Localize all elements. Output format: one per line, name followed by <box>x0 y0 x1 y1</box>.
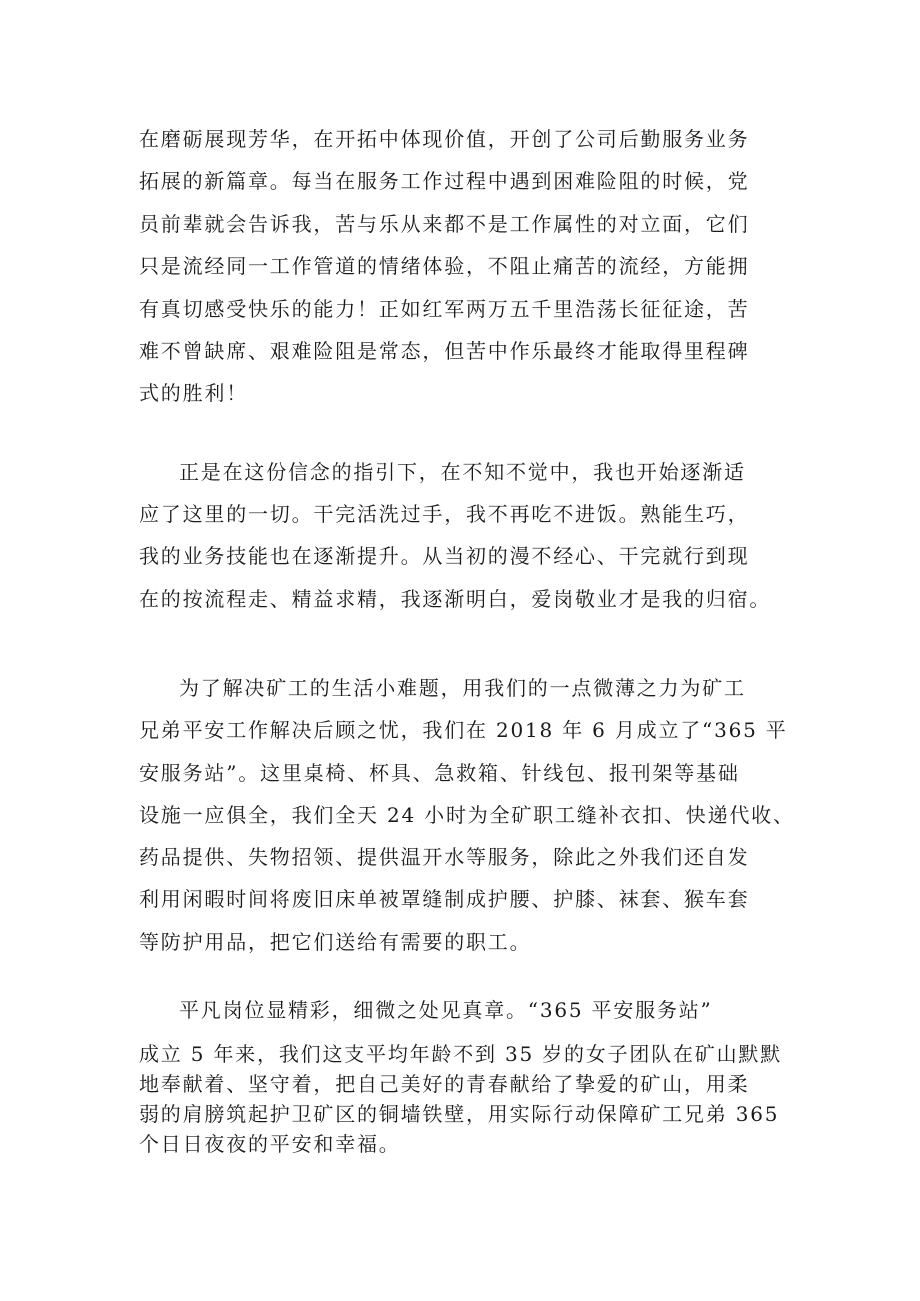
text-line: 难不曾缺席、艰难险阻是常态，但苦中作乐最终才能取得里程碑 <box>139 338 750 363</box>
text-line: 我的业务技能也在逐渐提升。从当初的漫不经心、干完就行到现 <box>139 544 750 569</box>
paragraph-3 <box>139 667 795 963</box>
text-line: 弱的肩膀筑起护卫矿区的铜墙铁壁，用实际行动保障矿工兄弟 365 <box>139 1102 780 1126</box>
text-line: 有真切感受快乐的能力！正如红军两万五千里浩荡长征征途，苦 <box>139 296 750 321</box>
paragraph-5 <box>139 1039 789 1159</box>
text-line: 正是在这份信念的指引下，在不知不觉中，我也开始逐渐适 <box>179 460 746 484</box>
text-line: 式的胜利！ <box>139 381 248 406</box>
text-line: 拓展的新篇章。每当在服务工作过程中遇到困难险阻的时候，党 <box>139 169 750 194</box>
paragraph-4 <box>139 989 789 1031</box>
text-line: 在的按流程走、精益求精，我逐渐明白，爱岗敬业才是我的归宿。 <box>139 586 772 611</box>
text-line: 应了这里的一切。干完活洗过手，我不再吃不进饭。熟能生巧， <box>139 502 750 527</box>
text-line: 兄弟平安工作解决后顾之忧，我们在 2018 年 6 月成立了“365 平 <box>139 718 788 743</box>
paragraph-1 <box>139 118 789 415</box>
text-line: 只是流经同一工作管道的情绪体验，不阻止痛苦的流经，方能拥 <box>139 254 750 279</box>
text-line: 利用闲暇时间将废旧床单被罩缝制成护腰、护膝、袜套、猴车套 <box>139 887 750 912</box>
text-line: 在磨砺展现芳华，在开拓中体现价值，开创了公司后勤服务业务 <box>139 127 750 151</box>
text-line: 设施一应俱全，我们全天 24 小时为全矿职工缝补衣扣、快递代收、 <box>139 802 795 827</box>
text-line: 个日日夜夜的平安和幸福。 <box>139 1132 401 1156</box>
text-line: 安服务站”。这里桌椅、杯具、急救箱、针线包、报刊架等基础 <box>139 760 740 785</box>
paragraph-2 <box>139 451 789 620</box>
text-line: 平凡岗位显精彩，细微之处见真章。“365 平安服务站” <box>179 998 713 1022</box>
text-line: 等防护用品，把它们送给有需要的职工。 <box>139 929 532 954</box>
text-line: 地奉献着、坚守着，把自己美好的青春献给了挚爱的矿山，用柔 <box>139 1072 750 1096</box>
text-line: 药品提供、失物招领、提供温开水等服务，除此之外我们还自发 <box>139 845 750 870</box>
text-line: 员前辈就会告诉我，苦与乐从来都不是工作属性的对立面，它们 <box>139 211 750 236</box>
text-line: 为了解决矿工的生活小难题，用我们的一点微薄之力为矿工 <box>179 676 746 700</box>
text-line: 成立 5 年来，我们这支平均年龄不到 35 岁的女子团队在矿山默默 <box>139 1042 783 1066</box>
